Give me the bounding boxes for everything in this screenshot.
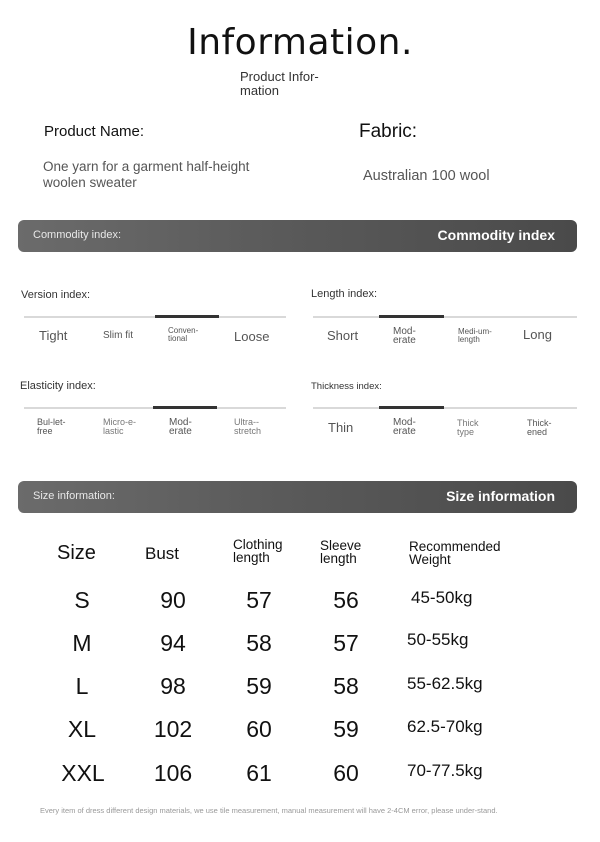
- table-cell-sleeve-length: 57: [333, 630, 359, 656]
- table-cell-clothing-length: 59: [246, 673, 272, 699]
- length-index-track: [313, 316, 577, 318]
- version-option-loose: Loose: [234, 329, 270, 344]
- table-cell-sleeve-length: 58: [333, 673, 359, 699]
- table-cell-bust: 102: [153, 716, 193, 742]
- table-cell-size: XXL: [61, 760, 105, 786]
- table-cell-bust: 94: [160, 630, 186, 656]
- table-cell-size: M: [72, 630, 92, 656]
- version-index-marker: [155, 315, 219, 318]
- table-cell-sleeve-length: 56: [333, 587, 359, 613]
- length-option-long: Long: [523, 327, 552, 342]
- table-cell-bust: 90: [160, 587, 186, 613]
- length-option-moderate: Mod-erate: [393, 326, 416, 346]
- thickness-index-marker: [379, 406, 444, 409]
- version-option-tight: Tight: [39, 328, 68, 343]
- table-cell-size: L: [75, 673, 89, 699]
- table-cell-weight: 62.5-70kg: [407, 717, 483, 736]
- version-option-conventional: Conven-tional: [168, 326, 199, 343]
- size-header-bust: Bust: [145, 544, 180, 563]
- table-cell-weight: 50-55kg: [407, 630, 469, 649]
- commodity-index-banner-left: Commodity index:: [33, 229, 122, 241]
- thickness-index-title: Thickness index:: [311, 381, 382, 392]
- size-information-banner-left: Size information:: [33, 490, 115, 502]
- table-cell-clothing-length: 60: [246, 716, 272, 742]
- fabric-label: Fabric:: [359, 121, 418, 142]
- table-cell-bust: 98: [160, 673, 186, 699]
- page-subtitle: Product Infor-mation: [240, 69, 319, 98]
- version-option-slim-fit: Slim fit: [103, 330, 133, 341]
- table-cell-bust: 106: [153, 760, 193, 786]
- table-cell-weight: 55-62.5kg: [407, 674, 483, 693]
- elasticity-option-ultra-stretch: Ultra--stretch: [234, 417, 262, 436]
- size-header-recommended-weight: Recommended Weight: [409, 539, 501, 567]
- thickness-option-thick-type: Thick type: [457, 418, 479, 437]
- length-option-short: Short: [327, 328, 359, 343]
- commodity-index-banner-right: Commodity index: [437, 227, 555, 243]
- measurement-footnote: Every item of dress different design materials, we use tile measurement, manual measurement will have 2-4CM error, please under-stand.: [40, 806, 498, 815]
- table-cell-size: S: [74, 587, 90, 613]
- thickness-index-track: [313, 407, 577, 409]
- length-index-marker: [379, 315, 444, 318]
- fabric-value: Australian 100 wool: [363, 168, 490, 184]
- table-cell-clothing-length: 57: [246, 587, 272, 613]
- size-header-sleeve-length: Sleeve length: [320, 538, 362, 566]
- length-option-medium-length: Medi-um-length: [458, 327, 492, 344]
- elasticity-index-title: Elasticity index:: [20, 380, 96, 392]
- elasticity-option-moderate: Mod-erate: [169, 417, 192, 437]
- elasticity-index-marker: [153, 406, 217, 409]
- thickness-option-thin: Thin: [328, 420, 354, 435]
- size-header-clothing-length: Clothing length: [233, 537, 283, 565]
- table-cell-weight: 45-50kg: [411, 588, 473, 607]
- elasticity-option-micro-elastic: Micro-e-lastic: [103, 417, 136, 436]
- elasticity-option-bullet-free: Bul-let-free: [37, 417, 66, 436]
- size-header-size: Size: [57, 542, 96, 564]
- product-name-value: One yarn for a garment half-height woolen sweater: [43, 159, 250, 190]
- size-information-banner: [18, 481, 577, 513]
- size-information-banner-right: Size information: [446, 488, 555, 504]
- table-cell-weight: 70-77.5kg: [407, 761, 483, 780]
- version-index-title: Version index:: [21, 289, 91, 301]
- table-cell-size: XL: [67, 716, 97, 742]
- page-title: Information.: [187, 22, 413, 63]
- table-cell-sleeve-length: 60: [333, 760, 359, 786]
- product-name-label: Product Name:: [44, 123, 145, 140]
- table-cell-clothing-length: 58: [246, 630, 272, 656]
- thickness-option-thickened: Thick-ened: [527, 418, 552, 437]
- table-cell-sleeve-length: 59: [333, 716, 359, 742]
- thickness-option-moderate: Mod-erate: [393, 417, 416, 437]
- commodity-index-banner: [18, 220, 577, 252]
- length-index-title: Length index:: [311, 288, 378, 300]
- table-cell-clothing-length: 61: [246, 760, 272, 786]
